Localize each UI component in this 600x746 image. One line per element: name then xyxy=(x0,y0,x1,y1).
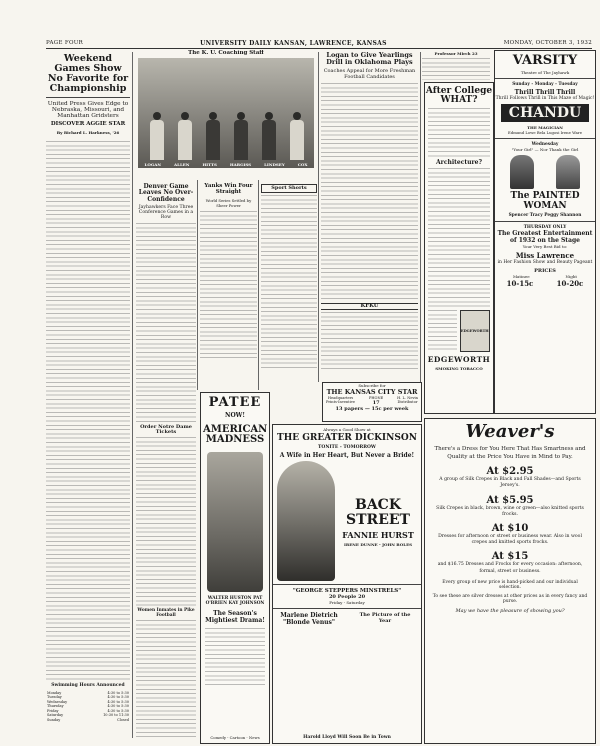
schedule-day: Friday xyxy=(47,708,59,713)
weavers-footer-1: Every group of new price is hand-picked and our individual selection. xyxy=(442,579,578,590)
coach-name: ALLEN xyxy=(174,162,190,167)
coaching-staff-photo-block xyxy=(136,50,316,178)
kc-star-contacts xyxy=(323,396,421,406)
article-body-lines xyxy=(261,195,317,371)
actor-portrait xyxy=(556,155,580,189)
tobacco-product-row xyxy=(425,310,493,352)
matinee-label: Matinee xyxy=(512,274,530,280)
ad-body-lines xyxy=(428,310,457,350)
patee-cast: WALTER HUSTON PAT O'BRIEN KAY JOHNSON xyxy=(205,595,265,606)
patee-poster-image xyxy=(207,452,263,592)
photo-caption-names xyxy=(138,162,314,167)
yanks-headline: Yanks Win Four Straight xyxy=(204,183,253,195)
article-body-lines xyxy=(200,211,257,361)
masthead xyxy=(46,38,592,49)
schedule-hours: 4:30 to 5:30 xyxy=(107,695,129,700)
wednesday-label: Wednesday xyxy=(531,142,559,148)
price-values xyxy=(495,279,595,288)
night-price: 10-20c xyxy=(556,279,584,289)
theatre-subtitle: Theatre of The Jayhawk xyxy=(520,69,570,75)
dickinson-theatre-ad xyxy=(272,424,422,744)
article-body-lines xyxy=(321,312,418,372)
dietrich-name: Marlene Dietrich xyxy=(280,612,338,620)
sport-shorts-column xyxy=(261,182,317,392)
tobacco-tin-image: EDGEWORTH xyxy=(460,310,491,352)
event-title: The Greatest Entertainment of 1932 on the Stage xyxy=(497,230,593,245)
article-body-lines xyxy=(136,223,196,423)
schedule-day: Tuesday xyxy=(47,695,62,700)
article-body-lines xyxy=(321,83,418,301)
ad-title: After College WHAT? xyxy=(425,86,493,106)
coming-attractions xyxy=(273,612,421,626)
logan-subhead: Coaches Appeal for More Freshman Football Candidates xyxy=(323,67,416,80)
distributor-label: Distributor xyxy=(397,400,418,404)
lead-headline: Weekend Games Show No Favorite for Championship xyxy=(47,53,129,94)
tier-price: At $15 xyxy=(491,551,529,563)
column-3 xyxy=(321,50,418,380)
price-tier xyxy=(435,551,585,574)
patee-footer: Comedy - Cartoon - News xyxy=(210,735,260,740)
tier-description: A group of Silk Crepes in Black and Fall Shades—and Sports Jersey's. xyxy=(439,477,581,489)
schedule-hours: 4:30 to 5:30 xyxy=(107,704,129,709)
fannie-hurst: FANNIE HURST xyxy=(342,530,414,541)
tier-description: and $16.75 Dresses and Frocks for every occasion: afternoon, formal, street or business. xyxy=(437,562,583,574)
headquarters-label: Headquarters xyxy=(327,396,354,400)
picture-of-year: The Picture of the Year xyxy=(359,612,411,625)
schedule-day: Sunday xyxy=(47,717,61,722)
star-name: Miss Lawrence xyxy=(515,251,575,261)
sport-shorts-headline: Sport Shorts xyxy=(261,184,317,193)
edgeworth-sub: SMOKING TOBACCO xyxy=(435,366,483,372)
kc-star-price: 13 papers — 15c per week xyxy=(335,406,409,412)
page-number: PAGE FOUR xyxy=(46,40,84,46)
show2-cast: Spencer Tracy Peggy Shannon xyxy=(508,213,582,219)
swimming-headline: Swimming Hours Announced xyxy=(51,682,125,688)
paper-title: UNIVERSITY DAILY KANSAN, LAWRENCE, KANSAS xyxy=(200,39,387,47)
event-sub: Your Very Best Bid to: xyxy=(522,244,568,250)
schedule-hours: 10:30 to 11:30 xyxy=(103,713,129,718)
article-body-lines xyxy=(422,58,490,80)
schedule-day: Saturday xyxy=(47,713,64,718)
women-inmates-headline: Women Inmates in Pike Football xyxy=(137,608,195,618)
column-rule xyxy=(258,180,259,390)
schedule-day: Thursday xyxy=(47,704,64,709)
schedule-hours: Closed xyxy=(116,717,129,722)
dickinson-tag: A Wife in Her Heart, But Never a Bride! xyxy=(279,452,415,460)
column-2 xyxy=(136,182,196,742)
coach-name: LOGAN xyxy=(144,162,161,167)
photo-title: The K. U. Coaching Staff xyxy=(188,50,264,56)
kc-star-banner xyxy=(322,382,422,422)
byline: By Richard L. Harkness, '26 xyxy=(56,129,120,135)
back-street-poster xyxy=(277,461,417,581)
patee-tagline: The Season's Mightiest Drama! xyxy=(205,609,265,624)
column-rule xyxy=(420,52,421,412)
price-tier xyxy=(435,495,585,518)
show2-title: The PAINTED WOMAN xyxy=(510,191,580,211)
schedule-hours: 4:30 to 5:30 xyxy=(107,699,129,704)
edgeworth-brand: EDGEWORTH xyxy=(427,355,491,365)
price-tier xyxy=(435,466,585,489)
dickinson-theatre: THE GREATER DICKINSON xyxy=(277,433,417,443)
tier-price: At $5.95 xyxy=(486,494,534,506)
tier-price: At $10 xyxy=(491,523,529,535)
tier-description: Silk Crepes in black, brown, wine or green—also knitted sports frocks. xyxy=(436,505,584,517)
star-sub: in Her Fashion Show and Beauty Pageant xyxy=(497,260,593,266)
night-label: Night xyxy=(565,274,578,280)
article-body-lines xyxy=(136,620,196,740)
harold-lloyd-line: Harold Lloyd Will Soon Be in Town xyxy=(303,735,391,740)
weavers-footer-3: May we have the pleasure of showing you? xyxy=(455,607,565,614)
schedule-day: Wednesday xyxy=(47,699,68,704)
patee-feature: AMERICAN MADNESS xyxy=(203,423,268,446)
weavers-footer-2: To see these are silver dresses at other prices as in every fancy and purse. xyxy=(432,593,588,604)
subscribe-line: Subscribe for xyxy=(358,383,386,388)
patee-now: NOW! xyxy=(224,411,246,419)
yanks-subhead: World Series Settled by Sheer Power xyxy=(205,197,252,208)
logan-headline: Logan to Give Yearlings Drill in Oklahoma Plays xyxy=(326,51,413,66)
actor-portrait xyxy=(510,155,534,189)
coach-name: HITTS xyxy=(202,162,217,167)
irene-dunne-portrait xyxy=(277,461,335,581)
ad-body-lines xyxy=(205,628,265,688)
weavers-logo: Weaver's xyxy=(465,421,555,442)
feature-title: CHANDU xyxy=(501,104,589,123)
wednesday-line: "Your Girl" — Nor Thank the Girl xyxy=(511,147,579,153)
coach-name: COX xyxy=(297,162,308,167)
after-college-ad xyxy=(424,82,494,414)
theatre-name: VARSITY xyxy=(512,53,578,68)
painted-woman-art xyxy=(499,155,591,189)
feature-cast: Edmund Lowe Bela Lugosi Irene Ware xyxy=(508,130,582,136)
tagline: Thrill Thrill Thrill xyxy=(514,88,576,96)
thursday-label: THURSDAY ONLY xyxy=(523,225,567,231)
lead-subhead: United Press Gives Edge to Nebraska, Missouri, and Manhattan Gridsters xyxy=(47,100,129,119)
minstrels-days: Friday - Saturday xyxy=(329,600,365,606)
kfku-headline: KFKU xyxy=(321,303,418,311)
tier-description: Dresses for afternoon or street or business wear. Also in wool crepes and knitted sports frocks. xyxy=(438,534,582,546)
issue-date: MONDAY, OCTOBER 3, 1932 xyxy=(503,40,592,46)
story-headline: DISCOVER AGGIE STAR xyxy=(50,120,126,127)
column-rule xyxy=(197,180,198,390)
coach-name: LINDSEY xyxy=(264,162,285,167)
phone-label: PHONE xyxy=(368,396,384,400)
headquarters-name: Prints-Inventive xyxy=(326,400,356,404)
distributor-name: H. L. Nevin xyxy=(397,396,418,400)
blonde-venus: "Blonde Venus" xyxy=(282,619,336,627)
minstrels-people: 20 People 20 xyxy=(328,594,366,601)
column-1 xyxy=(46,52,130,742)
patee-title: PATEE xyxy=(208,395,262,410)
coach-name: HARGISS xyxy=(229,162,252,167)
back-street-title: BACK STREET xyxy=(346,497,410,528)
kc-star-title: THE KANSAS CITY STAR xyxy=(326,388,418,396)
prices-label: PRICES xyxy=(534,268,556,275)
weavers-intro: There's a Dress for You Here That Has Smartness and Quality at the Price You Have in Mind to Pay. xyxy=(434,445,586,460)
denver-headline: Denver Game Leaves No Over-Confidence xyxy=(138,183,194,203)
coaching-staff-photo xyxy=(138,58,314,168)
phone-number: 17 xyxy=(372,400,380,406)
swimming-schedule xyxy=(46,691,130,723)
schedule-hours: 4:30 to 5:30 xyxy=(107,690,129,695)
professor-headline: Professor Mirch 23 xyxy=(434,51,478,56)
show-days: Sunday - Monday - Tuesday xyxy=(512,81,578,87)
column-rule xyxy=(318,52,319,382)
dickinson-top: Always a Good Show at xyxy=(323,427,371,432)
schedule-row xyxy=(46,718,130,723)
schedule-hours: 4:30 to 5:30 xyxy=(107,708,129,713)
weavers-store-ad xyxy=(424,418,596,744)
column-4-top xyxy=(422,50,490,80)
column-yanks xyxy=(200,182,257,392)
article-body-lines xyxy=(136,437,196,607)
ad-body-lines xyxy=(428,108,490,158)
price-tier xyxy=(435,523,585,546)
notre-dame-headline: Order Notre Dame Tickets xyxy=(140,423,192,436)
feature-subtitle: THE MAGICIAN xyxy=(527,125,563,131)
ad-subhead: Architecture? xyxy=(436,158,482,166)
column-rule xyxy=(132,52,133,738)
matinee-price: 10-15c xyxy=(506,279,534,289)
denver-subhead: Jayhawkers Face Three Conference Games in a Row xyxy=(138,204,194,220)
dickinson-dates: TONITE - TOMORROW xyxy=(318,445,376,451)
dickinson-cast: IRENE DUNNE - JOHN BOLES xyxy=(344,541,412,547)
minstrels-title: "GEORGE STEPPERS MINSTRELS" xyxy=(292,588,402,595)
patee-theatre-ad xyxy=(200,392,270,744)
ad-body-lines xyxy=(428,168,490,308)
tier-price: At $2.95 xyxy=(486,466,534,478)
tagline-2: Thrill Follows Thrill in This Maze of Magic! xyxy=(495,95,595,101)
weavers-price-tiers xyxy=(425,466,595,575)
article-body-lines xyxy=(46,141,130,681)
schedule-day: Monday xyxy=(47,690,62,695)
varsity-theatre-ad xyxy=(494,50,596,414)
